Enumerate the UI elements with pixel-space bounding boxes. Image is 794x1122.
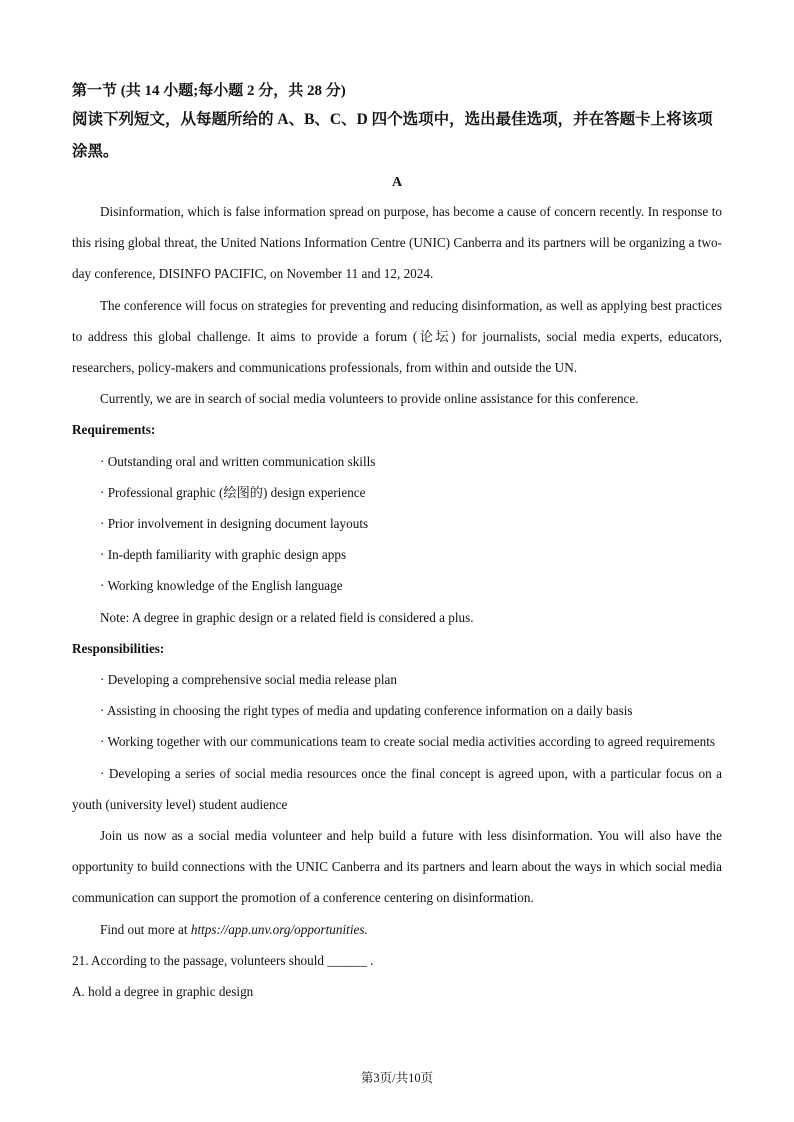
- responsibilities-heading: Responsibilities:: [72, 640, 165, 656]
- passage-paragraph: Currently, we are in search of social media volunteers to provide online assistance for this conference.: [100, 391, 639, 407]
- requirement-item: · Working knowledge of the English language: [100, 578, 343, 594]
- responsibility-item: · Working together with our communications team to create social media activities according to agreed requirements: [100, 734, 715, 750]
- section-instruction: 阅读下列短文，从每题所给的 A、B、C、D 四个选项中，选出最佳选项，并在答题卡上将该项涂黑。: [72, 111, 713, 160]
- requirements-note: Note: A degree in graphic design or a related field is considered a plus.: [100, 609, 474, 625]
- passage-label: A: [391, 175, 403, 190]
- responsibility-item: · Developing a comprehensive social media release plan: [100, 672, 397, 688]
- requirements-heading: Requirements:: [72, 422, 156, 438]
- page-footer: 第3页/共10页: [360, 1071, 434, 1085]
- requirement-item: · In-depth familiarity with graphic design apps: [100, 547, 347, 563]
- closing-paragraph: Join us now as a social media volunteer and help build a future with less disinformation. You will also have the opportunity to build connections with the UNIC Canberra and its partners and learn about the ways in which social media communication can support the promotion of a conference centering on disinformation.: [72, 828, 722, 906]
- find-out-prefix: Find out more at: [100, 921, 191, 937]
- opportunities-link[interactable]: https://app.unv.org/opportunities.: [190, 921, 368, 937]
- exam-page: [72, 78, 722, 1007]
- requirement-item: · Outstanding oral and written communication skills: [100, 453, 376, 469]
- question-option-a[interactable]: A. hold a degree in graphic design: [72, 984, 254, 1000]
- responsibility-item: · Assisting in choosing the right types of media and updating conference information on a daily basis: [100, 703, 633, 719]
- requirement-item: · Prior involvement in designing document layouts: [100, 516, 369, 532]
- requirement-item: · Professional graphic (绘图的) design experience: [100, 484, 366, 500]
- passage-paragraph: Disinformation, which is false information spread on purpose, has become a cause of concern recently. In response to this rising global threat, the United Nations Information Centre (UNIC) Canberra and its partners will be organizing a two-day conference, DISINFO PACIFIC, on November 11 and 12, 2024.: [72, 204, 722, 282]
- find-out-more: [72, 914, 722, 945]
- section-title: 第一节 (共 14 小题;每小题 2 分，共 28 分): [72, 83, 346, 99]
- question-stem: 21. According to the passage, volunteers should ______ .: [72, 952, 374, 968]
- passage-paragraph: The conference will focus on strategies for preventing and reducing disinformation, as well as applying best practices to address this global challenge. It aims to provide a forum (论坛) for journalists, social media experts, educators, researchers, policy-makers and communications professionals, from within and outside the UN.: [72, 297, 722, 376]
- responsibility-item: · Developing a series of social media resources once the final concept is agreed upon, with a particular focus on a youth (university level) student audience: [72, 765, 722, 812]
